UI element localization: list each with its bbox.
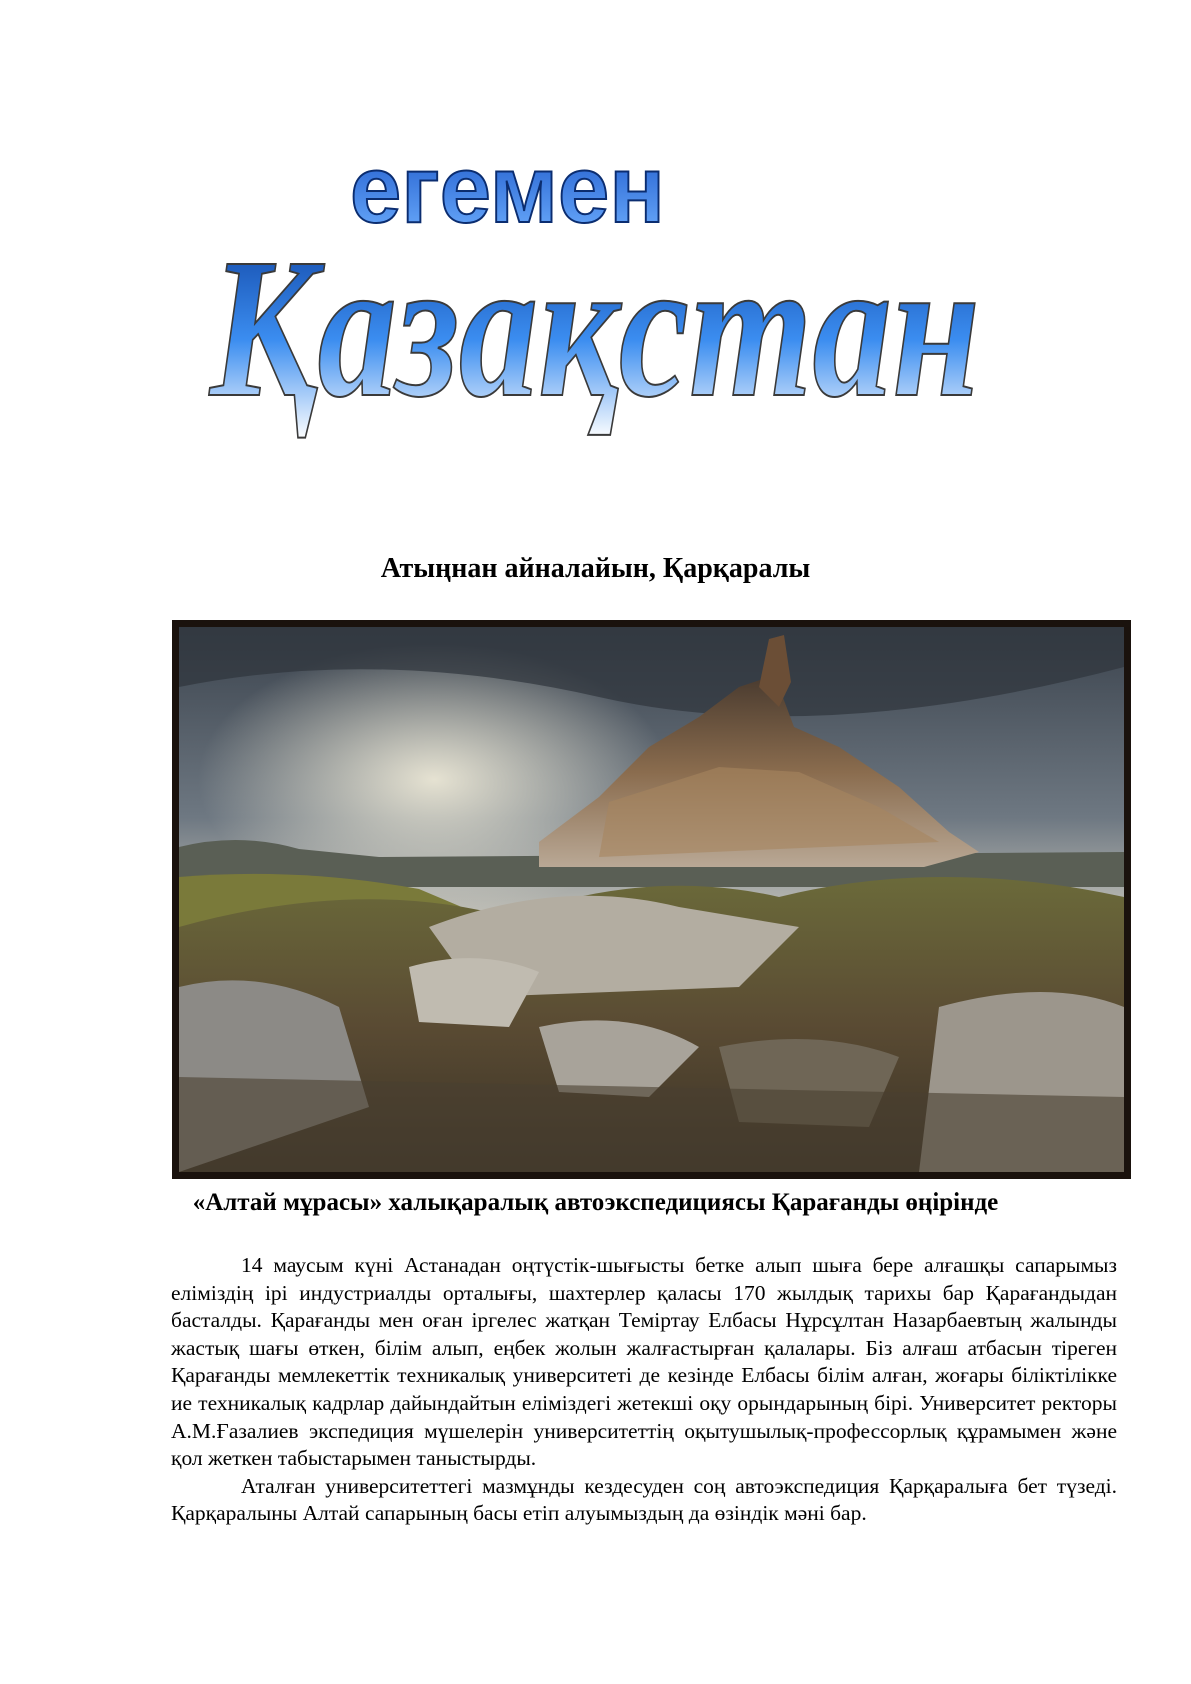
logo-line1: егемен (350, 140, 665, 243)
logo-line2-outline: Қазақстан (208, 218, 980, 439)
article-subtitle: «Алтай мұрасы» халықаралық автоэкспедициясы Қарағанды өңірінде (192, 1189, 999, 1216)
paragraph-1: 14 маусым күні Астанадан оңтүстік-шығысты бетке алып шыға бере алғашқы сапарымыз еліміздің ірі индустриалды орталығы, шахтерлер қаласы 170 жылдық тарихы бар Қарағандыдан басталды. Қарағанды мен оған іргелес жатқан Теміртау Елбасы Нұрсұлтан Назарбаевтың жалынды жастық шағы өткен, білім алып, еңбек жолын жалғастырған қалалары. Біз алғаш атбасын тіреген Қарағанды мемлекеттік техникалық университеті де кезінде Елбасы білім алған, жоғары біліктілікке ие техникалық кадрлар дайындайтын еліміздегі жетекші оқу орындарының бірі. Университет ректоры А.М.Ғазалиев экспедиция мүшелерін университеттің оқытушылық-профессорлық құрамымен және қол жеткен табыстарымен таныстырды. (171, 1253, 1117, 1471)
article-body (171, 1252, 1117, 1528)
article-photo (172, 620, 1131, 1179)
newspaper-logo (200, 140, 990, 470)
logo-line2: Қазақстан (208, 218, 980, 439)
article-title: Атыңнан айналайын, Қарқаралы (380, 553, 811, 584)
paragraph-2: Аталған университеттегі мазмұнды кездесуден соң автоэкспедиция Қарқаралыға бет түзеді. Қарқаралыны Алтай сапарының басы етіп алуымыздың да өзіндік мәні бар. (171, 1473, 1117, 1526)
